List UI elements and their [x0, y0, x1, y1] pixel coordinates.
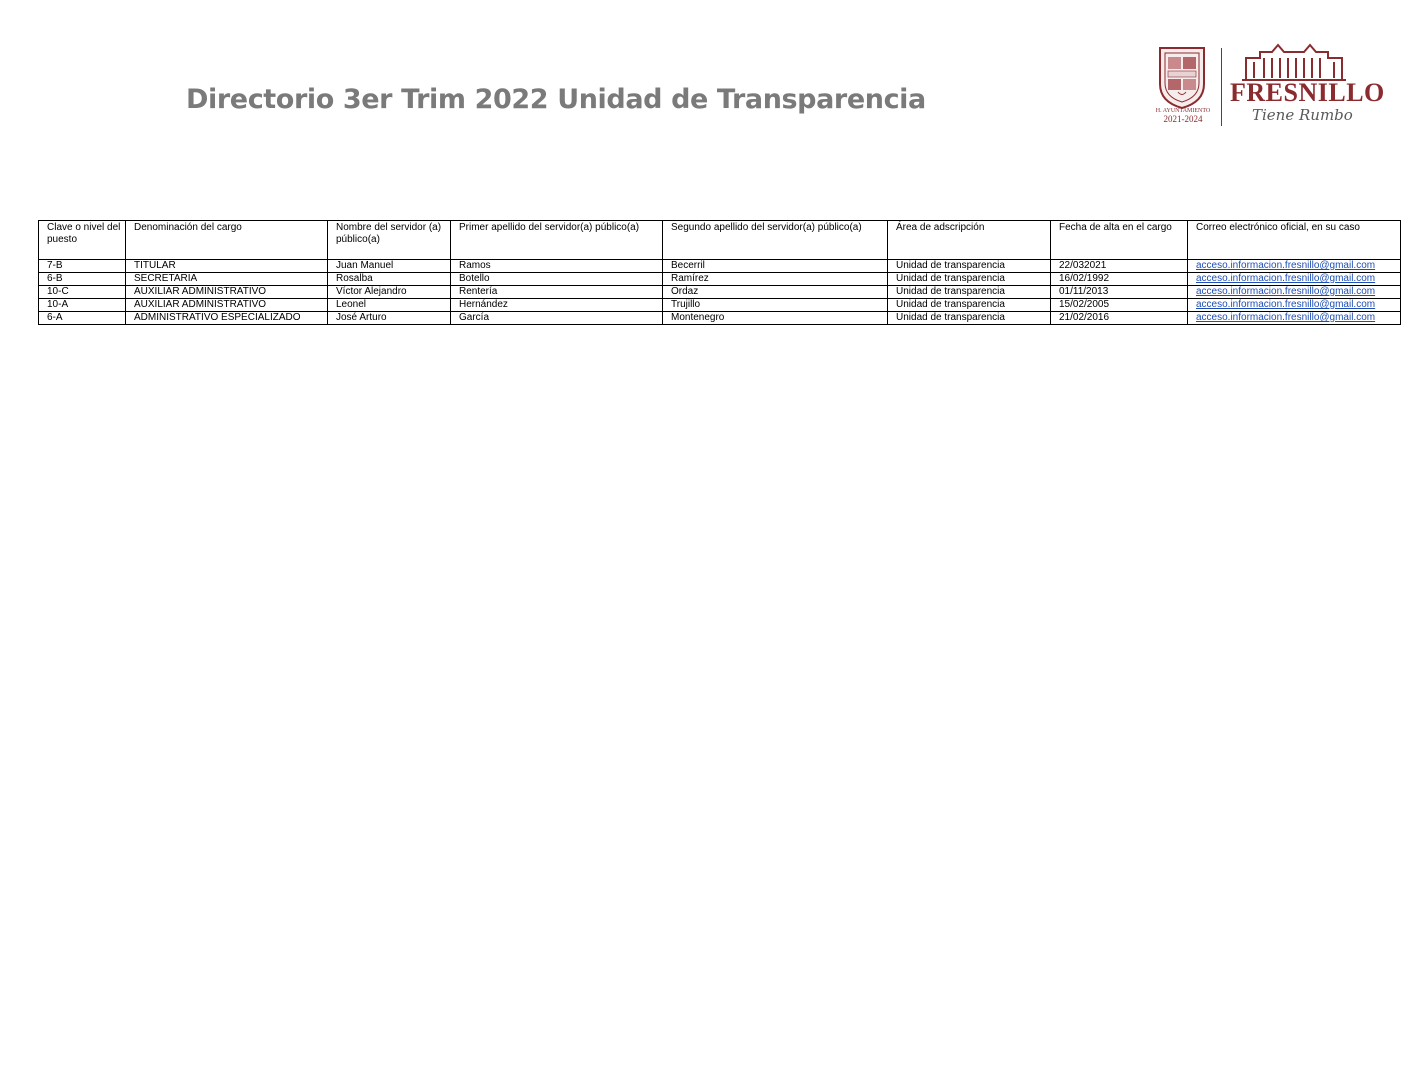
cell-correo — [1188, 299, 1401, 312]
cell-primer-apellido: Hernández — [451, 299, 663, 312]
cell-cargo: AUXILIAR ADMINISTRATIVO — [126, 286, 328, 299]
cell-clave: 10-A — [39, 299, 126, 312]
column-header-fecha: Fecha de alta en el cargo — [1051, 221, 1188, 260]
column-header-correo: Correo electrónico oficial, en su caso — [1188, 221, 1401, 260]
cell-area: Unidad de transparencia — [888, 273, 1051, 286]
column-header-primer-apellido: Primer apellido del servidor(a) público(a) — [451, 221, 663, 260]
cell-primer-apellido: García — [451, 312, 663, 325]
cell-clave: 6-A — [39, 312, 126, 325]
cell-correo — [1188, 273, 1401, 286]
cell-primer-apellido: Botello — [451, 273, 663, 286]
cell-cargo: TITULAR — [126, 260, 328, 273]
cell-primer-apellido: Rentería — [451, 286, 663, 299]
logo-divider — [1221, 48, 1222, 126]
column-header-area: Área de adscripción — [888, 221, 1051, 260]
cell-fecha: 15/02/2005 — [1051, 299, 1188, 312]
email-link[interactable]: acceso.informacion.fresnillo@gmail.com — [1196, 286, 1376, 297]
table-row — [39, 260, 1401, 273]
brand-tagline: Tiene Rumbo — [1252, 106, 1353, 124]
cell-fecha: 01/11/2013 — [1051, 286, 1188, 299]
column-header-cargo: Denominación del cargo — [126, 221, 328, 260]
cell-area: Unidad de transparencia — [888, 299, 1051, 312]
building-facade-icon — [1238, 42, 1350, 82]
cell-correo — [1188, 312, 1401, 325]
page-title: Directorio 3er Trim 2022 Unidad de Transparencia — [186, 84, 926, 115]
table-row — [39, 312, 1401, 325]
table-row — [39, 273, 1401, 286]
cell-segundo-apellido: Trujillo — [663, 299, 888, 312]
cell-primer-apellido: Ramos — [451, 260, 663, 273]
cell-clave: 10-C — [39, 286, 126, 299]
cell-nombre: Leonel — [328, 299, 451, 312]
directory-table — [38, 220, 1401, 325]
column-header-segundo-apellido: Segundo apellido del servidor(a) público(a) — [663, 221, 888, 260]
cell-segundo-apellido: Ordaz — [663, 286, 888, 299]
cell-fecha: 16/02/1992 — [1051, 273, 1188, 286]
email-link[interactable]: acceso.informacion.fresnillo@gmail.com — [1196, 312, 1376, 323]
brand-name: FRESNILLO — [1230, 78, 1385, 107]
cell-segundo-apellido: Ramírez — [663, 273, 888, 286]
cell-segundo-apellido: Montenegro — [663, 312, 888, 325]
table-row — [39, 299, 1401, 312]
cell-nombre: Rosalba — [328, 273, 451, 286]
cell-segundo-apellido: Becerril — [663, 260, 888, 273]
cell-area: Unidad de transparencia — [888, 312, 1051, 325]
email-link[interactable]: acceso.informacion.fresnillo@gmail.com — [1196, 299, 1376, 310]
cell-nombre: Juan Manuel — [328, 260, 451, 273]
column-header-clave: Clave o nivel del puesto — [39, 221, 126, 260]
coat-of-arms-seal-icon — [1154, 44, 1210, 110]
cell-nombre: Víctor Alejandro — [328, 286, 451, 299]
municipal-logo — [1150, 42, 1385, 132]
cell-cargo: AUXILIAR ADMINISTRATIVO — [126, 299, 328, 312]
cell-correo — [1188, 260, 1401, 273]
table-header-row — [39, 221, 1401, 260]
seal-caption-line1: H. AYUNTAMIENTO — [1155, 108, 1211, 114]
column-header-nombre: Nombre del servidor (a) público(a) — [328, 221, 451, 260]
email-link[interactable]: acceso.informacion.fresnillo@gmail.com — [1196, 260, 1376, 271]
cell-correo — [1188, 286, 1401, 299]
seal-caption — [1150, 108, 1216, 124]
cell-clave: 6-B — [39, 273, 126, 286]
cell-clave: 7-B — [39, 260, 126, 273]
table-row — [39, 286, 1401, 299]
cell-fecha: 21/02/2016 — [1051, 312, 1188, 325]
cell-fecha: 22/032021 — [1051, 260, 1188, 273]
cell-cargo: SECRETARIA — [126, 273, 328, 286]
cell-area: Unidad de transparencia — [888, 286, 1051, 299]
cell-area: Unidad de transparencia — [888, 260, 1051, 273]
email-link[interactable]: acceso.informacion.fresnillo@gmail.com — [1196, 273, 1376, 284]
cell-nombre: José Arturo — [328, 312, 451, 325]
seal-caption-line2: 2021-2024 — [1163, 114, 1203, 124]
cell-cargo: ADMINISTRATIVO ESPECIALIZADO — [126, 312, 328, 325]
